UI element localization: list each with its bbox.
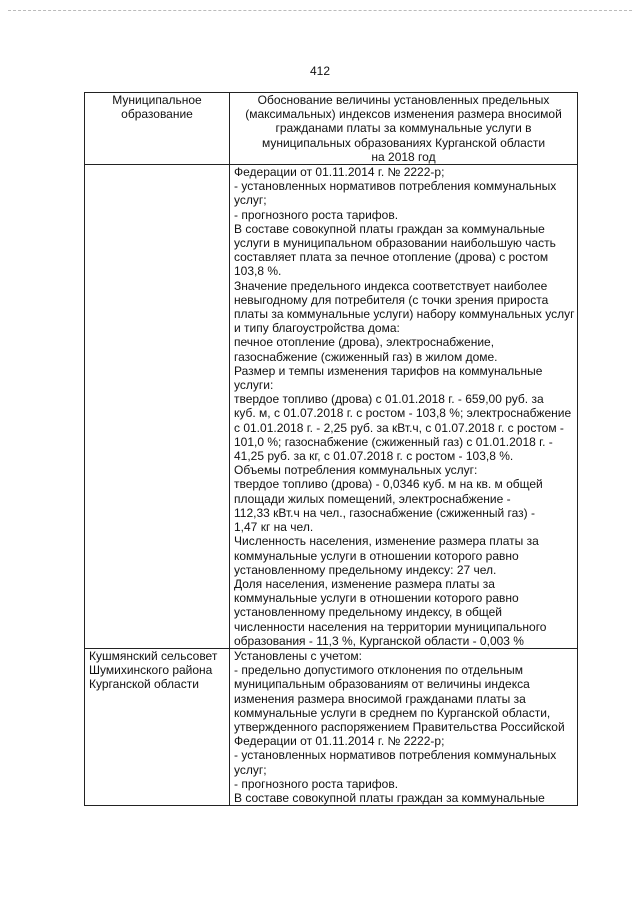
text-line: установленному предельному индексу: 27 чел. [234, 562, 497, 577]
header-line: гражданами платы за коммунальные услуги в [275, 121, 532, 136]
header-line: образование [121, 107, 193, 122]
text-line: твердое топливо (дрова) - 0,0346 куб. м на кв. м общей [234, 477, 543, 492]
text-line: - предельно допустимого отклонения по отдельным [234, 663, 523, 678]
text-line: 101,0 %; газоснабжение (сжиженный газ) с 01.01.2018 г. - [234, 434, 553, 449]
text-line: изменения размера вносимой гражданами платы за [234, 691, 526, 706]
text-line: услуги в муниципальном образовании наибольшую часть [234, 236, 556, 251]
municipality-name-line: Кушмянский сельсовет [89, 648, 218, 663]
text-line: твердое топливо (дрова) с 01.01.2018 г. - 659,00 руб. за [234, 392, 544, 407]
page-number: 412 [309, 64, 331, 78]
text-line: Федерации от 01.11.2014 г. № 2222-р; [234, 165, 445, 180]
scan-top-edge [8, 10, 632, 11]
text-line: 41,25 руб. за кг, с 01.07.2018 г. с ростом - 103,8 %. [234, 449, 514, 464]
text-line: 103,8 %. [234, 264, 282, 279]
text-line: В составе совокупной платы граждан за коммунальные [234, 790, 545, 805]
text-line: - прогнозного роста тарифов. [234, 207, 399, 222]
text-line: муниципальным образованиям от величины индекса [234, 677, 530, 692]
text-line: 112,33 кВт.ч на чел., газоснабжение (сжиженный газ) - [234, 505, 535, 520]
text-line: В составе совокупной платы граждан за коммунальные [234, 221, 545, 236]
justification-cell [230, 648, 578, 805]
municipality-cell [85, 648, 230, 805]
text-line: численности населения на территории муниципального [234, 619, 547, 634]
text-line: утвержденного распоряжением Правительства Российской [234, 719, 565, 734]
text-line: услуг; [234, 193, 267, 208]
text-line: Размер и темпы изменения тарифов на коммунальные [234, 363, 543, 378]
text-line: с 01.01.2018 г. - 2,25 руб. за кВт.ч, с 01.07.2018 г. с ростом - [234, 420, 564, 435]
header-line: на 2018 год [371, 149, 436, 164]
header-line: Обоснование величины установленных предельных [257, 93, 550, 107]
text-line: коммунальные услуги в среднем по Курганской области, [234, 705, 551, 720]
municipality-name-line: Шумихинского района [89, 663, 213, 678]
justification-cell [230, 165, 578, 649]
municipality-name-line: Курганской области [89, 677, 199, 692]
text-line: коммунальные услуги в отношении которого равно [234, 548, 519, 563]
tariff-index-table [84, 92, 578, 806]
text-line: Численность населения, изменение размера платы за [234, 534, 539, 549]
text-line: газоснабжение (сжиженный газ) в жилом доме. [234, 349, 498, 364]
table-row [85, 165, 578, 649]
text-line: Объемы потребления коммунальных услуг: [234, 463, 478, 478]
text-line: установленному предельному индексу, в общей [234, 605, 502, 620]
text-line: и типу благоустройства дома: [234, 321, 400, 336]
text-line: коммунальные услуги в отношении которого равно [234, 591, 519, 606]
text-line: - прогнозного роста тарифов. [234, 776, 399, 791]
header-justification [230, 93, 578, 165]
text-line: 1,47 кг на чел. [234, 520, 314, 535]
text-line: образования - 11,3 %, Курганской области - 0,003 % [234, 633, 524, 648]
text-line: услуг; [234, 762, 267, 777]
table-row [85, 648, 578, 805]
header-municipality [85, 93, 230, 165]
table-header-row [85, 93, 578, 165]
header-line: муниципальных образованиях Курганской области [261, 135, 546, 150]
text-line: Значение предельного индекса соответствует наиболее [234, 278, 548, 293]
text-line: составляет плата за печное отопление (дрова) с ростом [234, 250, 549, 265]
text-line: услуги: [234, 378, 274, 393]
text-line: невыгодному для потребителя (с точки зрения прироста [234, 292, 549, 307]
header-line: Муниципальное [112, 93, 202, 107]
header-line: (максимальных) индексов изменения размера вносимой [245, 107, 562, 122]
text-line: - установленных нормативов потребления коммунальных [234, 748, 557, 763]
text-line: площади жилых помещений, электроснабжение - [234, 491, 511, 506]
text-line: - установленных нормативов потребления коммунальных [234, 179, 557, 194]
text-line: Федерации от 01.11.2014 г. № 2222-р; [234, 734, 445, 749]
text-line: Установлены с учетом: [234, 648, 362, 663]
text-line: печное отопление (дрова), электроснабжение, [234, 335, 495, 350]
text-line: куб. м, с 01.07.2018 г. с ростом - 103,8 %; электроснабжение [234, 406, 572, 421]
municipality-cell [85, 165, 230, 649]
text-line: Доля населения, изменение размера платы за [234, 576, 495, 591]
text-line: платы за коммунальные услуги) набору коммунальных услуг [234, 307, 575, 322]
